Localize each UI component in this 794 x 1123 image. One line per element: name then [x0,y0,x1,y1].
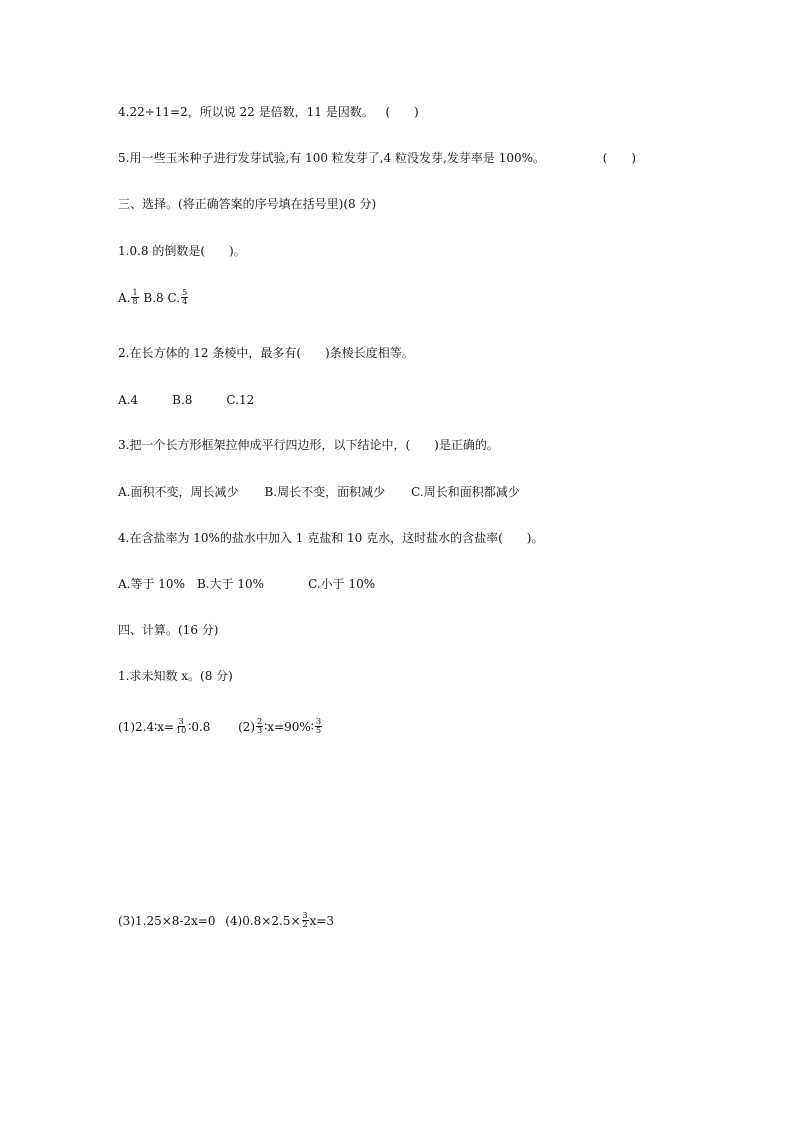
option-c: C.12 [226,393,255,407]
equation-3: (3)1.25×8-2x=0 [118,914,216,928]
option-a: A.面积不变，周长减少 [118,485,239,499]
fraction: $\frac{3}{2}$ [302,911,308,929]
option-c: C.周长和面积都减少 [411,485,520,499]
option-b: B.8 [143,291,164,305]
option-c: C.小于 10% [308,577,376,591]
option-b: B.8 [172,393,193,407]
equation-1: (1)2.4∶x= $\frac{3}{10}$ ∶0.8 [118,717,211,735]
equations-row-1 [118,719,323,736]
calc-q1-stem: 1.求未知数 x。(8 分) [118,669,233,683]
choice-q3-stem: 3.把一个长方形框架拉伸成平行四边形，以下结论中，( )是正确的。 [118,438,499,452]
fraction: $\frac{1}{8}$ [132,288,138,306]
judge-q4 [118,104,419,120]
section-4-title: 四、计算。(16 分) [118,623,219,637]
choice-q1-stem: 1.0.8 的倒数是( )。 [118,244,246,258]
choice-q2-options [118,392,254,408]
judge-q5-text: 5.用一些玉米种子进行发芽试验,有 100 粒发芽了,4 粒没发芽,发芽率是 100%。 [118,151,545,165]
judge-q4-text: 4.22÷11=2，所以说 22 是倍数，11 是因数。 [118,105,374,119]
option-a-label: A. [118,291,131,305]
choice-q3-options [118,484,520,500]
option-c-label: C. [167,291,181,305]
fraction: $\frac{5}{4}$ [182,288,188,306]
option-b: B.周长不变，面积减少 [264,485,386,499]
section-3-title: 三、选择。(将正确答案的序号填在括号里)(8 分) [118,197,377,211]
answer-parens: ( ) [385,105,419,119]
option-b: B.大于 10% [196,577,265,591]
answer-parens: ( ) [602,151,637,165]
judge-q5 [118,150,636,166]
equations-row-2 [118,913,334,930]
equation-4: (4)0.8×2.5× $\frac{3}{2}$ x=3 [225,911,335,929]
choice-q2-stem: 2.在长方体的 12 条棱中，最多有( )条棱长度相等。 [118,346,414,360]
option-a: A.等于 10% [118,577,185,591]
equation-2: (2) $\frac{2}{3}$ ∶x=90%∶ $\frac{3}{5}$ [238,717,322,735]
fraction: $\frac{3}{10}$ [176,717,187,735]
option-a: A.4 [118,393,139,407]
choice-q1-options [118,290,189,307]
choice-q4-stem: 4.在含盐率为 10%的盐水中加入 1 克盐和 10 克水，这时盐水的含盐率( )。 [118,531,544,545]
fraction: $\frac{3}{5}$ [315,717,322,735]
fraction: $\frac{2}{3}$ [257,717,263,735]
choice-q4-options [118,576,375,592]
